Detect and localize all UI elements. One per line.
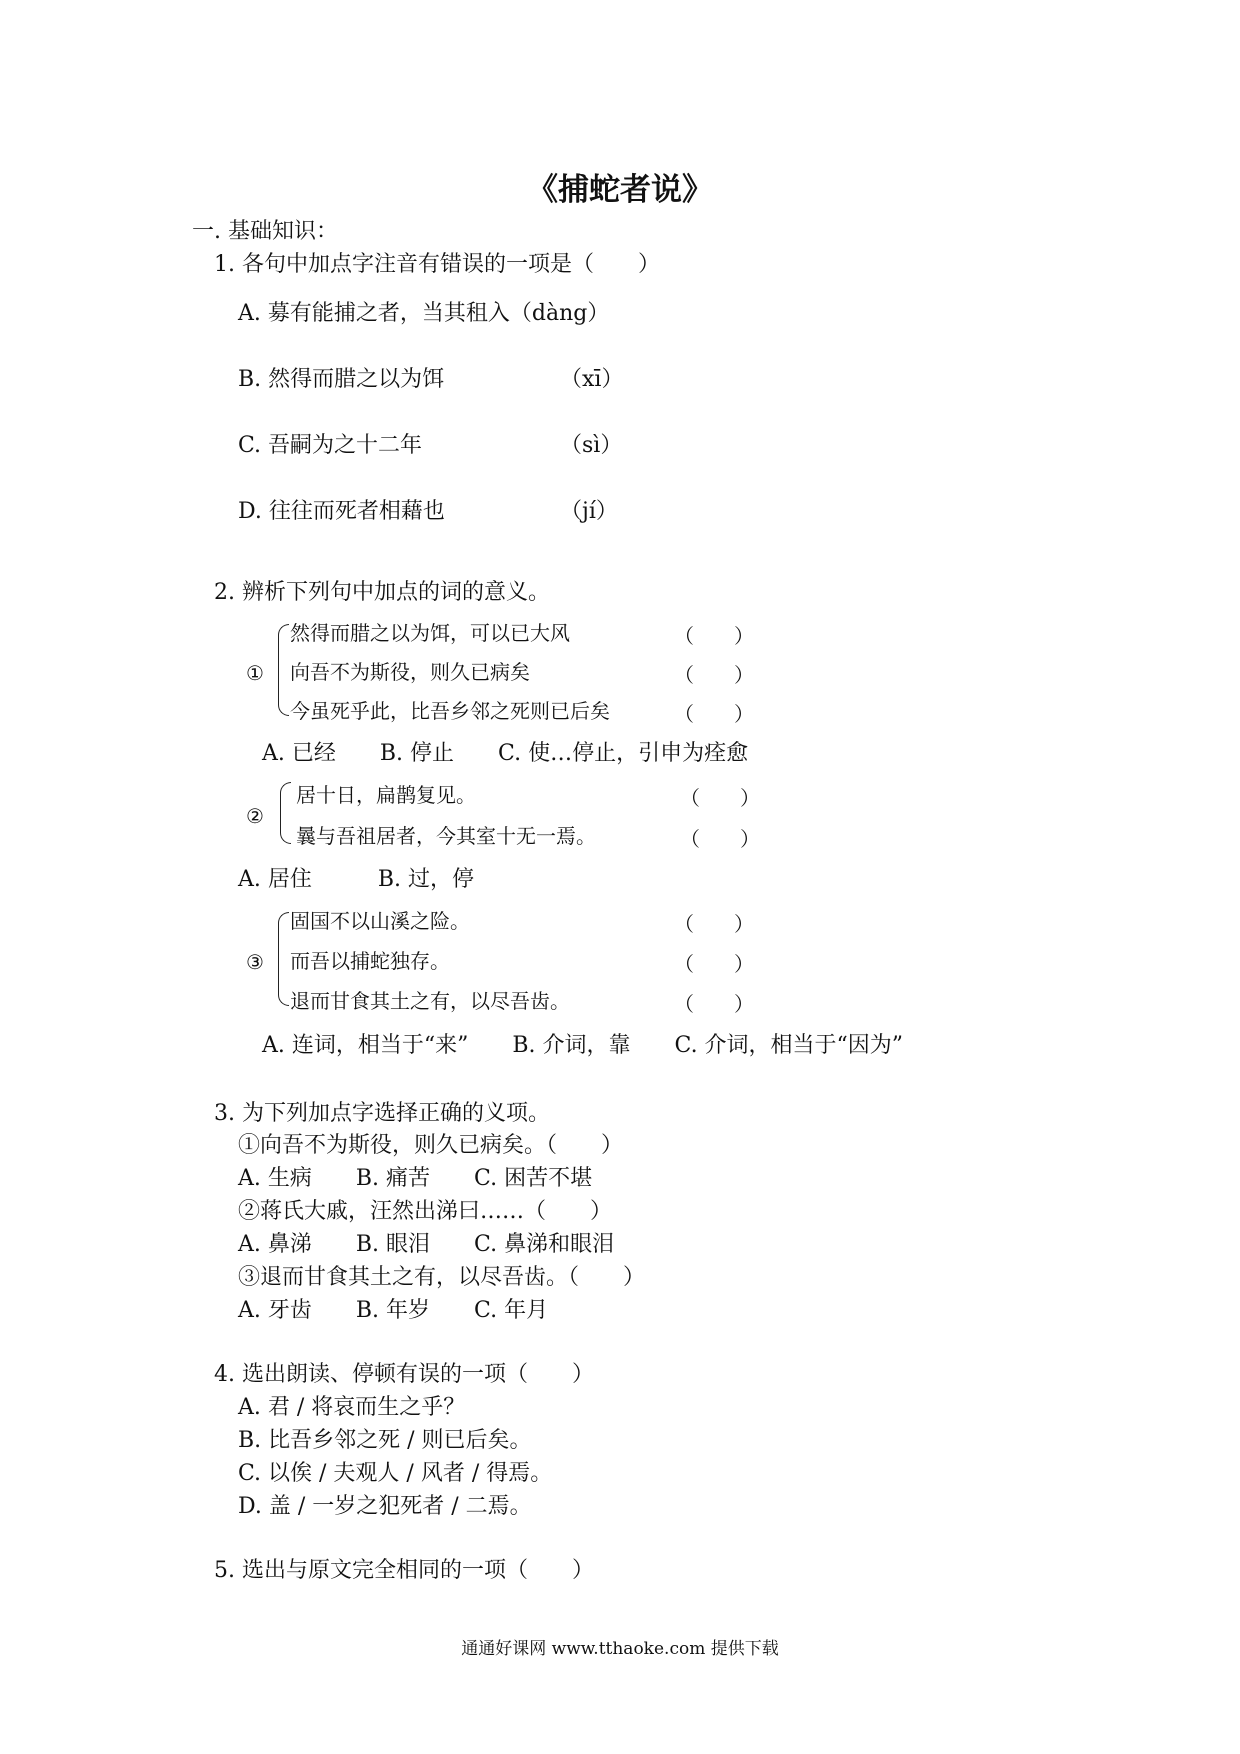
q2-stem: 2. 辨析下列句中加点的词的意义。	[214, 580, 550, 605]
q2-group3-brace	[278, 912, 289, 1006]
q2-group2-answer-1: （ ）	[680, 786, 760, 810]
q4-option-c: C. 以俟 / 夫观人 / 风者 / 得焉。	[238, 1461, 553, 1486]
page-title: 《捕蛇者说》	[527, 172, 713, 208]
q3-stem: 3. 为下列加点字选择正确的义项。	[214, 1101, 550, 1126]
q2-group1-brace	[278, 624, 289, 716]
q4-option-a: A. 君 / 将哀而生之乎？	[238, 1395, 466, 1420]
q3-line-2: A. 生病 B. 痛苦 C. 困苦不堪	[238, 1166, 593, 1191]
q2-group3-answer-2: （ ）	[674, 952, 754, 976]
q2-group2-label: ②	[246, 804, 264, 828]
q1-option-b: B. 然得而腊之以为饵	[238, 367, 445, 392]
q1-option-c: C. 吾嗣为之十二年	[238, 433, 423, 458]
q2-group2-options: A. 居住 B. 过，停	[238, 867, 475, 892]
q3-line-3: ②蒋氏大戚，汪然出涕曰……（ ）	[238, 1199, 613, 1224]
q2-group3-options: A. 连词，相当于“来” B. 介词，靠 C. 介词，相当于“因为”	[262, 1033, 904, 1058]
q4-option-d: D. 盖 / 一岁之犯死者 / 二焉。	[238, 1494, 532, 1519]
q3-line-4: A. 鼻涕 B. 眼泪 C. 鼻涕和眼泪	[238, 1232, 615, 1257]
q1-option-a: A. 募有能捕之者，当其租入（dàng）	[238, 301, 610, 326]
q2-group3-answer-3: （ ）	[674, 992, 754, 1016]
q2-group3-line-3: 退而甘食其土之有，以尽吾齿。	[290, 989, 570, 1013]
q3-line-1: ①向吾不为斯役，则久已病矣。（ ）	[238, 1133, 624, 1158]
q2-group3-label: ③	[246, 950, 264, 974]
q2-group1-line-1: 然得而腊之以为饵，可以已大风	[290, 621, 570, 645]
q3-line-6: A. 牙齿 B. 年岁 C. 年月	[238, 1298, 549, 1323]
q4-stem: 4. 选出朗读、停顿有误的一项（ ）	[214, 1362, 594, 1387]
q2-group2-answer-2: （ ）	[680, 827, 760, 851]
q4-option-b: B. 比吾乡邻之死 / 则已后矣。	[238, 1428, 532, 1453]
q2-group1-options: A. 已经 B. 停止 C. 使…停止，引申为痊愈	[262, 741, 749, 766]
q2-group1-answer-2: （ ）	[674, 663, 754, 687]
q1-stem: 1. 各句中加点字注音有错误的一项是（ ）	[214, 252, 660, 277]
page-footer: 通通好课网 www.tthaoke.com 提供下载	[461, 1639, 779, 1659]
q2-group1-line-2: 向吾不为斯役，则久已病矣	[290, 660, 530, 684]
q2-group1-answer-3: （ ）	[674, 702, 754, 726]
q2-group3-line-2: 而吾以捕蛇独存。	[290, 949, 450, 973]
q1-option-c-pinyin: （sì）	[560, 433, 623, 458]
q1-option-b-pinyin: （xī）	[560, 367, 624, 392]
q2-group1-answer-1: （ ）	[674, 624, 754, 648]
q2-group2-line-2: 曩与吾祖居者，今其室十无一焉。	[296, 824, 596, 848]
q2-group3-answer-1: （ ）	[674, 912, 754, 936]
q2-group2-brace	[280, 782, 291, 844]
q2-group1-line-3: 今虽死乎此，比吾乡邻之死则已后矣	[290, 699, 610, 723]
q1-option-d-pinyin: （jí）	[560, 499, 618, 524]
q2-group1-label: ①	[246, 661, 264, 685]
q2-group2-line-1: 居十日，扁鹊复见。	[296, 783, 476, 807]
section-heading: 一. 基础知识：	[192, 219, 338, 244]
q3-line-5: ③退而甘食其土之有，以尽吾齿。（ ）	[238, 1265, 646, 1290]
q1-option-d: D. 往往而死者相藉也	[238, 499, 445, 524]
q2-group3-line-1: 固国不以山溪之险。	[290, 909, 470, 933]
q5-stem: 5. 选出与原文完全相同的一项（ ）	[214, 1558, 594, 1583]
